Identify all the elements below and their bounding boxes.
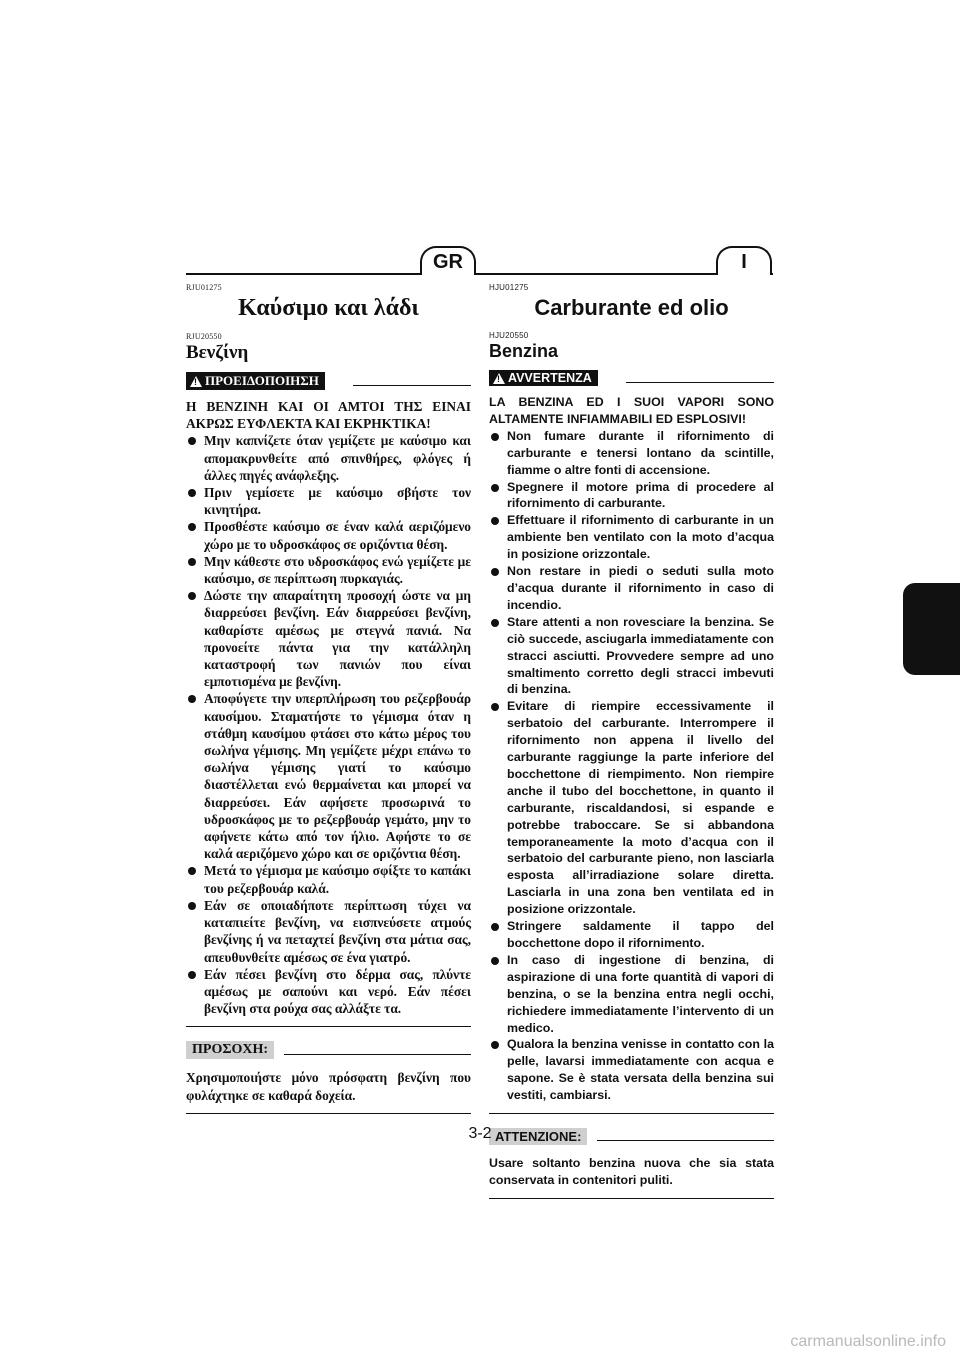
warning-rule	[353, 385, 471, 386]
warning-label: ΠΡΟΕΙΔΟΠΟΙΗΣΗ	[205, 373, 319, 388]
warning-intro: LA BENZINA ED I SUOI VAPORI SONO ALTAMENTE INFIAMMABILI ED ESPLOSIVI!	[489, 395, 774, 426]
page-number: 3-2	[468, 1125, 492, 1142]
section-code: HJU01275	[489, 283, 529, 292]
subsection-title: Βενζίνη	[186, 342, 249, 363]
list-item: Μετά το γέμισμα με καύσιμο σφίξτε το καπάκι του ρεζερβουάρ καλά.	[186, 862, 471, 896]
subsection-title: Benzina	[489, 341, 559, 361]
warning-triangle-icon	[190, 376, 202, 387]
list-item: Evitare di riempire eccessivamente il serbatoio del carburante. Interrompere il rifornimento non appena il livello del carburante raggiunge la parte inferiore del bocchettone di riempimento. Non riempire anche il tubo del bocchettone, in quanto il carburante, riscaldandosi, si espande e potrebbe traboccare. Se si abbandona temporaneamente la moto d’acqua con il serbatoio del carburante pieno, non lasciarla esposta all’irradiazione solare diretta. Lasciarla in una zona ben ventilata ed in posizione orizzontale.	[489, 698, 774, 918]
list-item: Effettuare il rifornimento di carburante in un ambiente ben ventilato con la moto d’acqua in posizione orizzontale.	[489, 512, 774, 563]
warning-end-rule	[186, 1026, 471, 1027]
caution-header	[186, 1041, 471, 1059]
caution-end-rule	[489, 1198, 774, 1199]
list-item: Δώστε την απαραίτητη προσοχή ώστε να μη διαρρεύσει βενζίνη. Εάν διαρρεύσει βενζίνη, καθαρίστε αμέσως με στεγνά πανιά. Να προνοείτε πάντα για την κατάλληλη καταστροφή των πανιών που είναι εμποτισμένα με βενζίνη.	[186, 587, 471, 690]
list-item: Εάν σε οποιαδήποτε περίπτωση τύχει να καταπιείτε βενζίνη, να εισπνεύσετε ατμούς βενζίνης ή να πεταχτεί βενζίνη στα μάτια σας, απευθυνθείτε αμέσως σε ένα γιατρό.	[186, 897, 471, 966]
warning-header	[186, 372, 471, 390]
list-item: Non fumare durante il rifornimento di carburante e tenersi lontano da scintille, fiamme o altre fonti di accensione.	[489, 428, 774, 479]
header-rule	[186, 273, 773, 275]
list-item: In caso di ingestione di benzina, di aspirazione di una forte quantità di vapori di benzina, o se la benzina entra negli occhi, richiedere immediatamente l’intervento di un medico.	[489, 952, 774, 1037]
warning-triangle-icon	[493, 373, 505, 384]
list-item: Αποφύγετε την υπερπλήρωση του ρεζερβουάρ καυσίμου. Σταματήστε το γέμισμα όταν η στάθμη καυσίμου φτάσει στο κάτω μέρος του σωλήνα γέμισης. Μη γεμίζετε μέχρι επάνω το σωλήνα γέμισης γιατί το καύσιμο διαστέλλεται ενώ θερμαίνεται και μπορεί να διαρρεύσει. Εάν αφήσετε προσωρινά το υδροσκάφος με το ρεζερβουάρ γεμάτο, μην το αφήνετε κάτω από τον ήλιο. Αφήστε το σε καλά αεριζόμενο χώρο και σε οριζόντια θέση.	[186, 690, 471, 862]
list-item: Stare attenti a non rovesciare la benzina. Se ciò succede, asciugarla immediatamente con stracci asciutti. Provvedere sempre ad uno smaltimento corretto degli stracci imbevuti di benzina.	[489, 614, 774, 699]
warning-header	[489, 370, 774, 386]
warning-badge	[489, 370, 598, 386]
list-item: Qualora la benzina venisse in contatto con la pelle, lavarsi immediatamente con acqua e sapone. Se è stata versata della benzina sui vestiti, cambiarsi.	[489, 1036, 774, 1104]
caution-rule	[284, 1054, 471, 1055]
warning-badge	[186, 372, 325, 390]
watermark-link[interactable]: carmanualsonline.info	[790, 1333, 946, 1350]
greek-column	[186, 283, 471, 1128]
italian-column	[489, 283, 774, 1213]
warning-label: AVVERTENZA	[508, 371, 592, 385]
warning-intro: Η ΒΕΝΖΙΝΗ ΚΑΙ ΟΙ ΑΜΤΟΙ ΤΗΣ ΕΙΝΑΙ ΑΚΡΩΣ ΕΥΦΛΕΚΤΑ ΚΑΙ ΕΚΡΗΚΤΙΚΑ!	[186, 399, 471, 432]
caution-badge: ΠΡΟΣΟΧΗ:	[186, 1041, 274, 1059]
warning-end-rule	[489, 1113, 774, 1114]
list-item: Προσθέστε καύσιμο σε έναν καλά αεριζόμενο χώρο με το υδροσκάφος σε οριζόντια θέση.	[186, 518, 471, 552]
caution-badge: ATTENZIONE:	[489, 1128, 587, 1145]
section-code: RJU01275	[186, 283, 222, 292]
list-item: Εάν πέσει βενζίνη στο δέρμα σας, πλύντε αμέσως με σαπούνι και νερό. Εάν πέσει βενζίνη στα ρούχα σας αλλάξτε τα.	[186, 966, 471, 1018]
subsection-code: RJU20550	[186, 332, 222, 341]
list-item: Πριν γεμίσετε με καύσιμο σβήστε τον κινητήρα.	[186, 484, 471, 518]
caution-end-rule	[186, 1113, 471, 1114]
list-item: Μην καπνίζετε όταν γεμίζετε με καύσιμο και απομακρυνθείτε από σπινθήρες, φλόγες ή άλλες πηγές ανάφλεξης.	[186, 432, 471, 484]
language-tab-greek: GR	[420, 246, 476, 275]
warning-rule	[626, 382, 774, 383]
list-item: Stringere saldamente il tappo del bocchettone dopo il rifornimento.	[489, 918, 774, 952]
language-tab-italian: I	[716, 246, 772, 275]
section-title: Carburante ed olio	[534, 295, 729, 320]
chapter-side-tab	[903, 583, 960, 675]
warning-list	[489, 428, 774, 1104]
list-item: Spegnere il motore prima di procedere al rifornimento di carburante.	[489, 479, 774, 513]
list-item: Non restare in piedi o seduti sulla moto d’acqua durante il rifornimento in caso di incendio.	[489, 563, 774, 614]
caution-text: Χρησιμοποιήστε μόνο πρόσφατη βενζίνη που φυλάχτηκε σε καθαρά δοχεία.	[186, 1070, 471, 1103]
caution-text: Usare soltanto benzina nuova che sia stata conservata in contenitori puliti.	[489, 1156, 774, 1187]
warning-list	[186, 432, 471, 1017]
list-item: Μην κάθεστε στο υδροσκάφος ενώ γεμίζετε με καύσιμο, σε περίπτωση πυρκαγιάς.	[186, 553, 471, 587]
subsection-code: HJU20550	[489, 331, 529, 340]
section-title: Καύσιμο και λάδι	[238, 295, 419, 321]
